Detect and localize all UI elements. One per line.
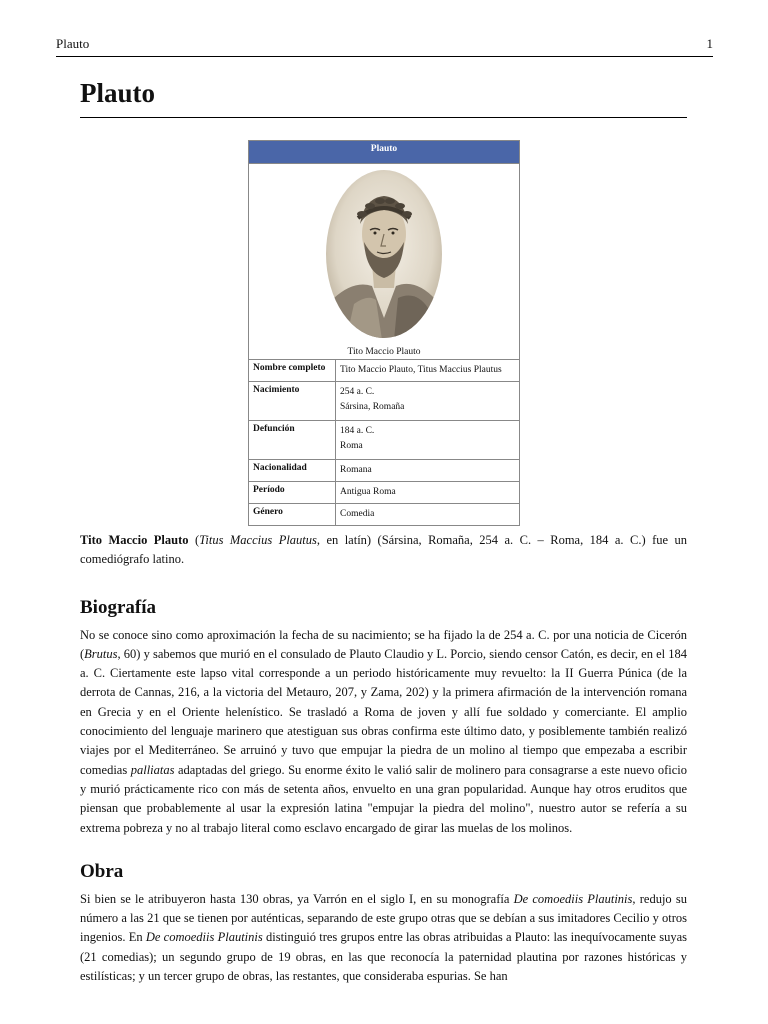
portrait-caption: Tito Maccio Plauto bbox=[347, 347, 421, 357]
term-italic[interactable]: palliatas bbox=[130, 762, 175, 777]
infobox-value bbox=[336, 421, 520, 460]
infobox-value bbox=[336, 360, 520, 382]
infobox-value bbox=[336, 504, 520, 526]
text-run: , 60) y sabemos que murió en el consulado de Plauto Claudio y L. Porcio, siendo censor Catón, es decir, en el 184 a. C. Ciertamente este lapso vital corresponde a un periodo históricamente muy revuelto: la II Guerra Púnica (de la derrota de Cannas, 216, a la victoria del Metauro, 207, y Zama, 202) y la primera afirmación de la intervención romana en Grecia y en el Oriente helenístico. Se trasladó a Roma de joven y allí fue soldado y comerciante. El amplio conocimiento del lenguaje marinero que atestiguan sus obras confirma este último dato, y posiblemente también realizó viajes por el Mediterráneo. Se arruinó y tuvo que empujar la piedra de un molino al tiempo que empezaba a escribir comedias bbox=[80, 646, 687, 777]
section-heading-biografia: Biografía bbox=[80, 596, 156, 618]
infobox-row bbox=[249, 360, 520, 382]
infobox-row bbox=[249, 421, 520, 460]
value-line: Tito Maccio Plauto, Titus Maccius Plautus bbox=[340, 365, 502, 375]
page-number: 1 bbox=[706, 36, 713, 51]
infobox-value bbox=[336, 460, 520, 482]
page-title: Plauto bbox=[80, 78, 156, 108]
text-run: No se conoce sino como aproximación la fecha de su nacimiento; se ha fijado la de 254 a. C. por una noticia de Cicerón ( bbox=[80, 627, 687, 661]
intro-paragraph bbox=[80, 531, 687, 570]
text-run: distinguió tres grupos entre las obras atribuidas a Plauto: las inequívocamente suyas (21 comedias); un segundo grupo de 19 obras, en las que reconocía la paternidad plautina por razones históricas y estilísticas; y un tercer grupo de obras, las restantes, que consideraba espurias. Se han bbox=[80, 930, 687, 984]
value-line[interactable]: 184 a. C. bbox=[340, 426, 375, 436]
article-body bbox=[80, 531, 687, 986]
work-title[interactable]: De comoediis Plautinis bbox=[145, 930, 263, 945]
obra-paragraph bbox=[80, 890, 687, 986]
infobox bbox=[248, 140, 520, 526]
infobox-heading: Plauto bbox=[249, 141, 520, 164]
infobox-row bbox=[249, 504, 520, 526]
infobox-value bbox=[336, 482, 520, 504]
subject-name: Tito Maccio Plauto bbox=[80, 533, 189, 547]
section-heading-obra: Obra bbox=[80, 860, 124, 882]
text-run: , redujo su número a las 21 que se tienen por auténticas, separando de este grupo otras que se debían a sus imitadores Cecilio y otros ingenios. En bbox=[80, 891, 687, 945]
infobox-key: Nacionalidad bbox=[249, 460, 336, 482]
portrait-cell bbox=[249, 164, 520, 360]
value-line[interactable]: Roma bbox=[340, 441, 363, 451]
infobox-value bbox=[336, 382, 520, 421]
infobox-row bbox=[249, 382, 520, 421]
latin-name: Titus Maccius Plautus bbox=[199, 533, 317, 547]
value-line[interactable]: Comedia bbox=[340, 509, 375, 519]
infobox-key: Género bbox=[249, 504, 336, 526]
infobox-key: Período bbox=[249, 482, 336, 504]
running-header bbox=[56, 36, 713, 57]
work-title[interactable]: Brutus bbox=[84, 646, 118, 661]
text-run: adaptadas del griego. Su enorme éxito le valió salir de molinero para consagrarse a este nuevo oficio y murió prácticamente rico con más de setenta años, envuelto en una gran popularidad. Aunque hay otros eruditos que piensan que probablemente al usar la expresión latina "empujar la piedra del molino", nuestro autor se refería a su extrema pobreza y no al trabajo literal como esclavo encargado de girar las muelas de los molinos. bbox=[80, 762, 687, 835]
value-line[interactable]: 254 a. C. bbox=[340, 387, 375, 397]
value-line[interactable]: Sársina, Romaña bbox=[340, 402, 405, 412]
text-run: ( bbox=[188, 533, 200, 547]
value-line[interactable]: Antigua Roma bbox=[340, 487, 396, 497]
value-line[interactable]: Romana bbox=[340, 465, 372, 475]
title-divider bbox=[80, 117, 687, 118]
text-run: Si bien se le atribuyeron hasta 130 obras, ya Varrón en el siglo I, en su monografía bbox=[80, 891, 514, 906]
infobox-key: Nacimiento bbox=[249, 382, 336, 421]
running-title: Plauto bbox=[56, 36, 90, 51]
biografia-paragraph bbox=[80, 626, 687, 838]
infobox-row bbox=[249, 482, 520, 504]
text-run: , en latín) (Sársina, Romaña, 254 a. C. – Roma, 184 a. C.) fue un comediógrafo latino. bbox=[80, 533, 687, 567]
infobox-row bbox=[249, 460, 520, 482]
work-title[interactable]: De comoediis Plautinis bbox=[513, 891, 633, 906]
infobox-key: Defunción bbox=[249, 421, 336, 460]
infobox-key: Nombre completo bbox=[249, 360, 336, 382]
portrait-image[interactable] bbox=[324, 168, 444, 340]
